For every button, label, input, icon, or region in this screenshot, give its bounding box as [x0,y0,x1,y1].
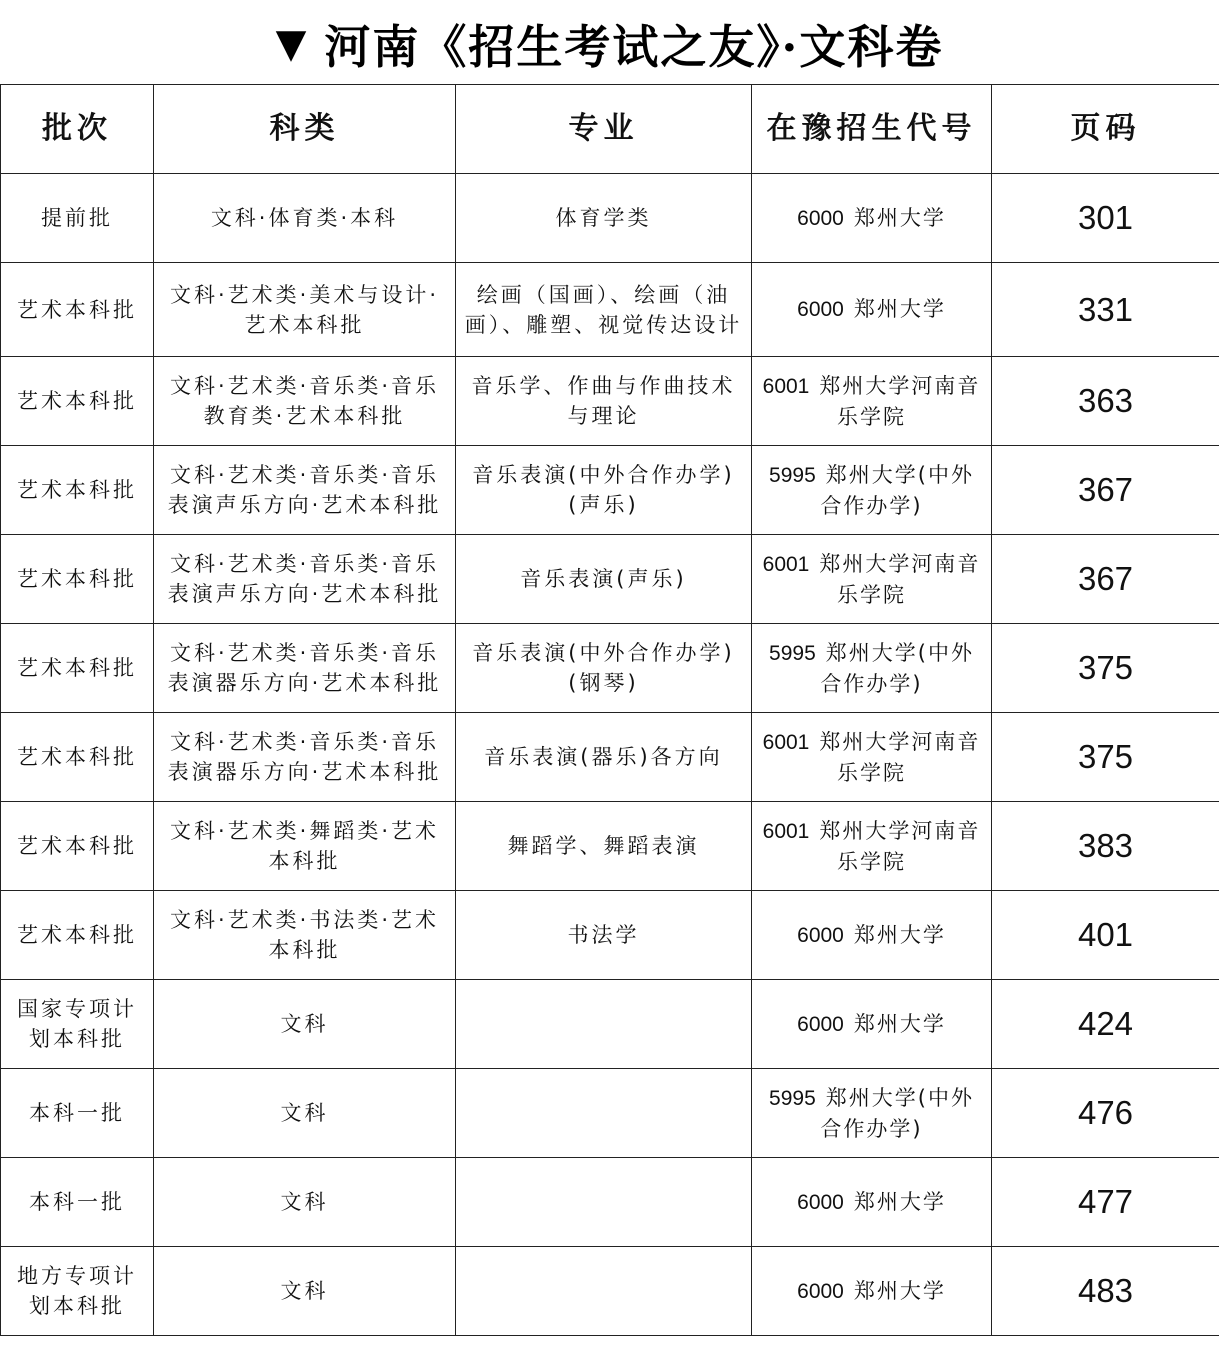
cell-category: 文科·艺术类·音乐类·音乐表演器乐方向·艺术本科批 [154,624,456,713]
cell-page: 401 [992,891,1219,980]
cell-batch: 艺术本科批 [1,624,154,713]
admissions-table [0,84,1219,1336]
header-major: 专业 [456,85,752,174]
code-number: 6000 [797,1279,844,1303]
cell-major [456,1069,752,1158]
code-number: 6001 [762,374,810,398]
cell-code [752,802,992,891]
code-school-name: 郑州大学河南音乐学院 [819,818,981,874]
cell-category: 文科·艺术类·书法类·艺术本科批 [154,891,456,980]
cell-category: 文科 [154,1069,456,1158]
cell-batch: 本科一批 [1,1069,154,1158]
cell-major: 音乐表演(器乐)各方向 [456,713,752,802]
cell-category: 文科 [154,1247,456,1336]
code-school-name: 郑州大学河南音乐学院 [819,551,981,607]
cell-batch: 艺术本科批 [1,713,154,802]
code-number: 6001 [762,552,810,576]
cell-page: 483 [992,1247,1219,1336]
code-school-name: 郑州大学 [853,1278,946,1303]
cell-code [752,980,992,1069]
code-number: 6000 [797,298,844,321]
cell-category: 文科 [154,980,456,1069]
code-number: 5995 [769,1086,816,1110]
code-number: 5995 [769,463,816,487]
code-school-name: 郑州大学 [853,205,946,230]
cell-code [752,713,992,802]
table-row [1,1069,1219,1158]
table-row [1,802,1219,891]
cell-batch: 艺术本科批 [1,802,154,891]
cell-category: 文科·艺术类·音乐类·音乐表演声乐方向·艺术本科批 [154,446,456,535]
code-school-name: 郑州大学(中外合作办学) [820,640,974,696]
cell-page: 383 [992,802,1219,891]
cell-batch: 地方专项计划本科批 [1,1247,154,1336]
table-row [1,446,1219,535]
page-title-text: 河南《招生考试之友》·文科卷 [324,20,944,74]
cell-page: 375 [992,624,1219,713]
table-row [1,1247,1219,1336]
cell-code [752,357,992,446]
cell-batch: 艺术本科批 [1,357,154,446]
cell-code [752,1247,992,1336]
code-number: 6000 [797,923,844,947]
cell-batch: 提前批 [1,174,154,263]
code-school-name: 郑州大学 [853,297,946,321]
cell-category: 文科 [154,1158,456,1247]
cell-category: 文科·艺术类·音乐类·音乐表演器乐方向·艺术本科批 [154,713,456,802]
table-row [1,263,1219,357]
cell-major: 舞蹈学、舞蹈表演 [456,802,752,891]
table-row [1,624,1219,713]
cell-major: 音乐学、作曲与作曲技术与理论 [456,357,752,446]
table-row [1,891,1219,980]
table-row [1,174,1219,263]
cell-major [456,1158,752,1247]
cell-category: 文科·艺术类·美术与设计·艺术本科批 [154,263,456,357]
code-number: 5995 [769,641,816,665]
cell-page: 477 [992,1158,1219,1247]
cell-batch: 艺术本科批 [1,263,154,357]
cell-batch: 艺术本科批 [1,891,154,980]
table-header-row [1,85,1219,174]
cell-code [752,624,992,713]
cell-page: 363 [992,357,1219,446]
cell-category: 文科·艺术类·舞蹈类·艺术本科批 [154,802,456,891]
header-batch: 批次 [1,85,154,174]
cell-batch: 本科一批 [1,1158,154,1247]
cell-code [752,1158,992,1247]
cell-major [456,1247,752,1336]
cell-code [752,891,992,980]
header-page: 页码 [992,85,1219,174]
header-category: 科类 [154,85,456,174]
cell-major: 绘画（国画）、绘画（油画）、雕塑、视觉传达设计 [456,263,752,357]
cell-page: 375 [992,713,1219,802]
code-number: 6000 [797,206,844,230]
cell-code [752,446,992,535]
code-number: 6000 [797,1190,844,1214]
code-school-name: 郑州大学 [853,1011,946,1036]
table-row [1,1158,1219,1247]
code-school-name: 郑州大学 [853,1189,946,1214]
cell-major: 音乐表演(声乐) [456,535,752,624]
cell-category: 文科·体育类·本科 [154,174,456,263]
cell-batch: 艺术本科批 [1,535,154,624]
cell-code [752,263,992,357]
cell-batch: 国家专项计划本科批 [1,980,154,1069]
code-school-name: 郑州大学 [853,922,946,947]
code-number: 6001 [762,819,810,843]
cell-category: 文科·艺术类·音乐类·音乐表演声乐方向·艺术本科批 [154,535,456,624]
cell-major [456,980,752,1069]
cell-category: 文科·艺术类·音乐类·音乐教育类·艺术本科批 [154,357,456,446]
cell-major: 音乐表演(中外合作办学)(钢琴) [456,624,752,713]
cell-page: 476 [992,1069,1219,1158]
cell-page: 367 [992,535,1219,624]
triangle-down-icon: ▼ [275,21,309,67]
table-row [1,713,1219,802]
code-school-name: 郑州大学河南音乐学院 [819,729,981,785]
page-title [0,0,1219,84]
header-code: 在豫招生代号 [752,85,992,174]
code-school-name: 郑州大学河南音乐学院 [819,373,981,429]
cell-page: 424 [992,980,1219,1069]
table-row [1,357,1219,446]
code-school-name: 郑州大学(中外合作办学) [820,462,974,518]
cell-batch: 艺术本科批 [1,446,154,535]
cell-page: 367 [992,446,1219,535]
cell-major: 体育学类 [456,174,752,263]
code-number: 6001 [762,730,810,754]
cell-page: 331 [992,263,1219,357]
code-school-name: 郑州大学(中外合作办学) [820,1085,974,1141]
cell-code [752,1069,992,1158]
code-number: 6000 [797,1012,844,1036]
table-row [1,535,1219,624]
cell-major: 书法学 [456,891,752,980]
cell-code [752,174,992,263]
table-row [1,980,1219,1069]
cell-page: 301 [992,174,1219,263]
cell-major: 音乐表演(中外合作办学)(声乐) [456,446,752,535]
cell-code [752,535,992,624]
